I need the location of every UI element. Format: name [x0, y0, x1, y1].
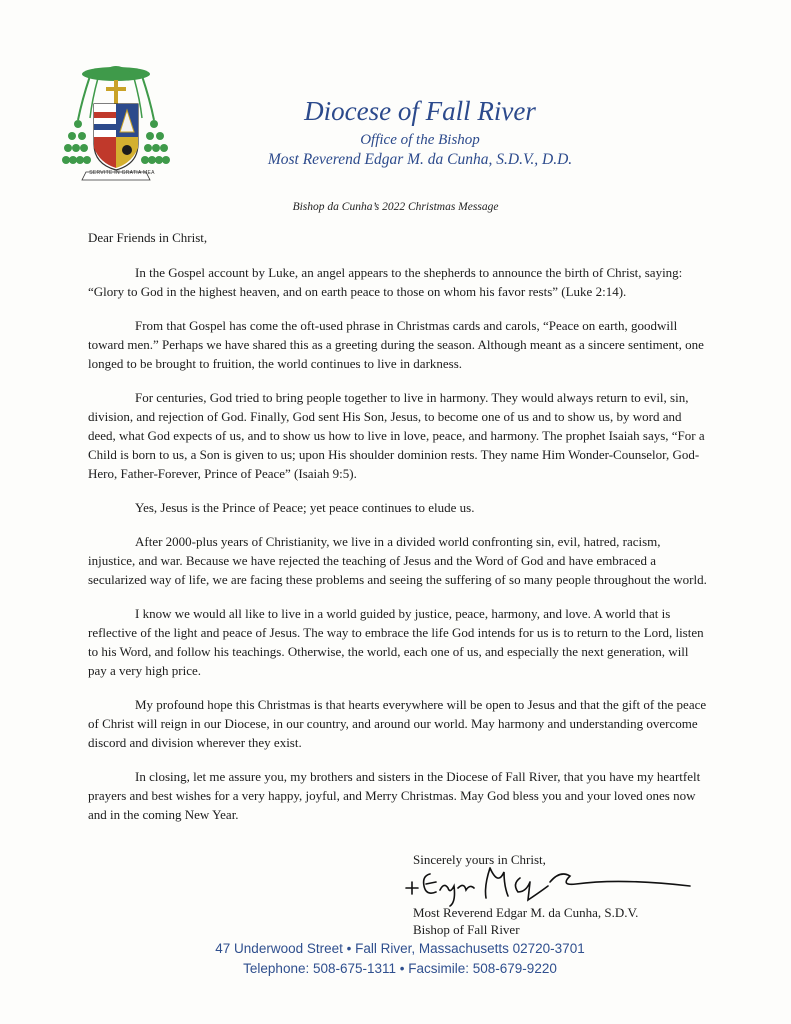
- paragraph: In closing, let me assure you, my brothers and sisters in the Diocese of Fall River, that you have my heartfelt prayers and best wishes for a very happy, joyful, and Merry Christmas. May God bless you and your loved ones now and in the coming New Year.: [88, 769, 701, 822]
- signer-title: Bishop of Fall River: [413, 922, 520, 937]
- paragraph: I know we would all like to live in a world guided by justice, peace, harmony, and love. A world that is reflective of the light and peace of Jesus. The way to embrace the life God intends for us is to return to the Lord, listen to his Word, and follow his teachings. Otherwise, the world, each one of us, and especially the next generation, will pay a very high price.: [88, 606, 704, 678]
- paragraph: My profound hope this Christmas is that hearts everywhere will be open to Jesus and that the gift of the peace of Christ will reign in our Diocese, in our country, and around our world. May harmony and understanding overcome discord and division wherever they exist.: [88, 697, 707, 750]
- footer-phones: Telephone: 508-675-1311 • Facsimile: 508-679-9220: [243, 961, 557, 976]
- salutation: Dear Friends in Christ,: [88, 230, 208, 245]
- letter-body: [88, 228, 710, 839]
- signer-block: [413, 904, 638, 938]
- footer: [150, 939, 650, 979]
- handwritten-signature-icon: [400, 862, 700, 908]
- signer-name: Most Reverend Edgar M. da Cunha, S.D.V.: [413, 905, 639, 920]
- paragraph: In the Gospel account by Luke, an angel appears to the shepherds to announce the birth of Christ, saying: “Glory to God in the highest heaven, and on earth peace to those on whom his favor rests” (Luke 2:14).: [88, 265, 683, 299]
- closing: Sincerely yours in Christ,: [413, 852, 546, 867]
- crest-motto: SERVITE IN GRATIA MEA: [89, 170, 155, 176]
- paragraph: For centuries, God tried to bring people together to live in harmony. They would always return to evil, sin, division, and rejection of God. Finally, God sent His Son, Jesus, to become one of us and to show us, by word and deed, what God expects of us, and to show us how to live in love, peace, and harmony. The prophet Isaiah says, “For a Child is born to us, a Son is given to us; upon His shoulder dominion rests. They name Him Wonder-Counselor, God-Hero, Father-Forever, Prince of Peace” (Isaiah 9:5).: [88, 390, 705, 481]
- diocese-title: Diocese of Fall River: [304, 96, 536, 126]
- footer-address: 47 Underwood Street • Fall River, Massachusetts 02720-3701: [215, 941, 585, 956]
- paragraph: After 2000-plus years of Christianity, we live in a divided world confronting sin, evil, hatred, racism, injustice, and war. Because we have rejected the teaching of Jesus and the Word of God and have embraced a secularized way of life, we are facing these problems and seeing the suffering of so many people throughout the world.: [88, 534, 707, 587]
- paragraph: From that Gospel has come the oft-used phrase in Christmas cards and carols, “Peace on earth, goodwill toward men.” Perhaps we have shared this as a greeting during the season. Although meant as a sincere sentiment, one longed to be brought to fruition, the world continues to live in darkness.: [88, 318, 704, 371]
- office-line: Office of the Bishop: [360, 132, 480, 148]
- paragraph: Yes, Jesus is the Prince of Peace; yet peace continues to elude us.: [135, 500, 475, 515]
- bishop-line: Most Reverend Edgar M. da Cunha, S.D.V., D.D.: [267, 151, 573, 168]
- letterhead: [230, 96, 610, 170]
- letter-subject: Bishop da Cunha’s 2022 Christmas Message: [292, 201, 499, 213]
